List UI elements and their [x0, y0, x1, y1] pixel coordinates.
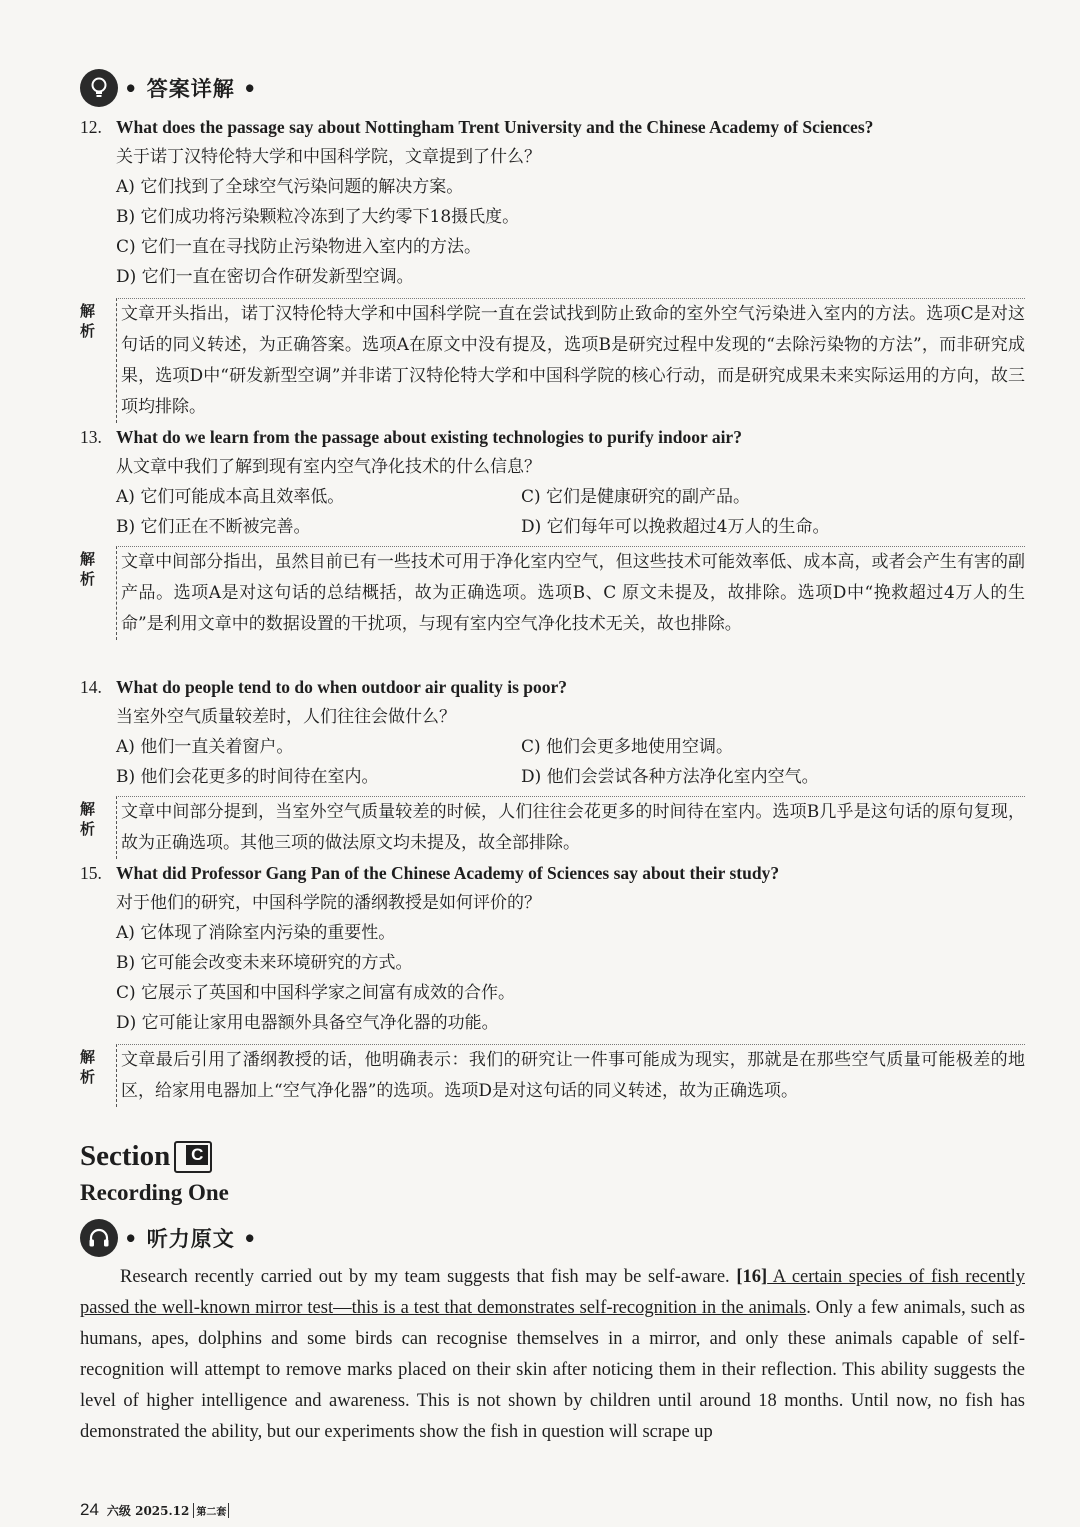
question-15 [80, 858, 1025, 1038]
recording-title: Recording One [80, 1180, 229, 1205]
option-row [80, 482, 1025, 512]
analysis-text: 文章开头指出，诺丁汉特伦特大学和中国科学院一直在尝试找到防止致命的室外空气污染进入室内的方法。选项C是对这句话的同义转述，为正确答案。选项A在原文中没有提及，选项B是研究过程中发现的“去除污染物的方法”，而非研究成果，选项D中“研发新型空调”并非诺丁汉特伦特大学和中国科学院的核心行动，而是研究成果未来实际运用的方向，故三项均排除。 [116, 298, 1025, 423]
question-number: 14. [80, 677, 102, 697]
issue-info: 六级 2025.12 [106, 1504, 190, 1518]
question-translation: 对于他们的研究，中国科学院的潘纲教授是如何评价的？ [116, 893, 541, 913]
section-letter-box [174, 1141, 212, 1173]
answer-explanation-title: • 答案详解 • [124, 76, 258, 101]
analysis-text: 文章中间部分提到，当室外空气质量较差的时候，人们往往会花更多的时间待在室内。选项B几乎是这句话的原句复现，故为正确选项。其他三项的做法原文均未提及，故全部排除。 [116, 796, 1025, 859]
analysis-text: 文章最后引用了潘纲教授的话，他明确表示：我们的研究让一件事可能成为现实，那就是在那些空气质量可能极差的地区，给家用电器加上“空气净化器”的选项。选项D是对这句话的同义转述，故为正确选项。 [116, 1044, 1025, 1107]
analysis-14 [80, 796, 1025, 859]
page-number: 24 [80, 1500, 99, 1519]
analysis-tag: 解析 [80, 1048, 96, 1086]
analysis-15 [80, 1044, 1025, 1107]
section-letter: C [186, 1145, 208, 1165]
option-d: D) 它可能让家用电器额外具备空气净化器的功能。 [116, 1013, 499, 1033]
analysis-text: 文章中间部分指出，虽然目前已有一些技术可用于净化室内空气，但这些技术可能效率低、成本高，或者会产生有害的副产品。选项A是对这句话的总结概括，故为正确选项。选项B、C 原文未提及，故排除。选项D中“挽救超过4万人的生命”是利用文章中的数据设置的干扰项，与现有室内空气净化技术无关，故也排除。 [116, 546, 1025, 640]
passage-text: Research recently carried out by my team suggests that fish may be self-aware. [120, 1267, 737, 1287]
question-number: 12. [80, 117, 102, 137]
option-b: B) 他们会花更多的时间待在室内。 [116, 767, 379, 787]
analysis-12 [80, 298, 1025, 423]
question-title [80, 858, 1025, 888]
question-title [80, 112, 1025, 142]
question-text: What does the passage say about Nottingham Trent University and the Chinese Academy of Sciences? [116, 117, 874, 137]
question-13 [80, 422, 1025, 542]
underlined-answer-text: A certain species of fish recently passed the well-known mirror test—this is a test that demonstrates self-recognition in the animals [80, 1267, 1025, 1318]
section-heading [80, 1140, 212, 1173]
question-14 [80, 672, 1025, 792]
option-c: C) 它们一直在寻找防止污染物进入室内的方法。 [116, 237, 482, 257]
option-a: A) 它们找到了全球空气污染问题的解决方案。 [116, 177, 464, 197]
option-row [80, 512, 1025, 542]
analysis-tag: 解析 [80, 550, 96, 588]
option-row [80, 732, 1025, 762]
set-label: 第二套 [193, 1503, 229, 1518]
option-row [80, 762, 1025, 792]
question-number: 15. [80, 863, 102, 883]
option-a: A) 它们可能成本高且效率低。 [116, 487, 345, 507]
question-marker: [16] [736, 1267, 768, 1287]
question-translation: 当室外空气质量较差时，人们往往会做什么？ [116, 707, 456, 727]
analysis-tag: 解析 [80, 302, 96, 340]
question-title [80, 672, 1025, 702]
listening-transcript-header [80, 1218, 257, 1258]
question-text: What do people tend to do when outdoor air quality is poor? [116, 677, 568, 697]
question-number: 13. [80, 427, 102, 447]
listening-transcript-title: • 听力原文 • [124, 1226, 258, 1251]
question-translation: 从文章中我们了解到现有室内空气净化技术的什么信息？ [116, 457, 541, 477]
lightbulb-icon [80, 69, 118, 107]
transcript-passage [80, 1262, 1025, 1448]
question-text: What do we learn from the passage about existing technologies to purify indoor air? [116, 427, 742, 447]
option-d: D) 它们每年可以挽救超过4万人的生命。 [521, 517, 830, 537]
option-a: A) 他们一直关着窗户。 [116, 737, 294, 757]
option-b: B) 它们正在不断被完善。 [116, 517, 311, 537]
section-word: Section [80, 1140, 171, 1172]
analysis-tag: 解析 [80, 800, 96, 838]
option-c: C) 它们是健康研究的副产品。 [521, 487, 751, 507]
option-c: C) 他们会更多地使用空调。 [521, 737, 734, 757]
question-text: What did Professor Gang Pan of the Chinese Academy of Sciences say about their study? [116, 863, 780, 883]
page-footer [80, 1500, 229, 1520]
option-b: B) 它可能会改变未来环境研究的方式。 [116, 953, 413, 973]
option-d: D) 它们一直在密切合作研发新型空调。 [116, 267, 414, 287]
answer-explanation-header [80, 68, 257, 108]
question-title [80, 422, 1025, 452]
option-c: C) 它展示了英国和中国科学家之间富有成效的合作。 [116, 983, 516, 1003]
question-12 [80, 112, 1025, 292]
headphones-icon [80, 1219, 118, 1257]
option-b: B) 它们成功将污染颗粒冷冻到了大约零下18摄氏度。 [116, 207, 520, 227]
option-d: D) 他们会尝试各种方法净化室内空气。 [521, 767, 819, 787]
question-translation: 关于诺丁汉特伦特大学和中国科学院，文章提到了什么？ [116, 147, 541, 167]
option-a: A) 它体现了消除室内污染的重要性。 [116, 923, 396, 943]
passage-text: . Only a few animals, such as humans, apes, dolphins and some birds can recognise themselves in a mirror, and only these animals capable of self-recognition will attempt to remove marks placed on their skin after noticing them in their reflection. This ability suggests the level of higher intelligence and awareness. This is not shown by children until around 18 months. Until now, no fish has demonstrated the ability, but our experiments show the fish in question will scrape up [80, 1298, 1025, 1442]
analysis-13 [80, 546, 1025, 640]
